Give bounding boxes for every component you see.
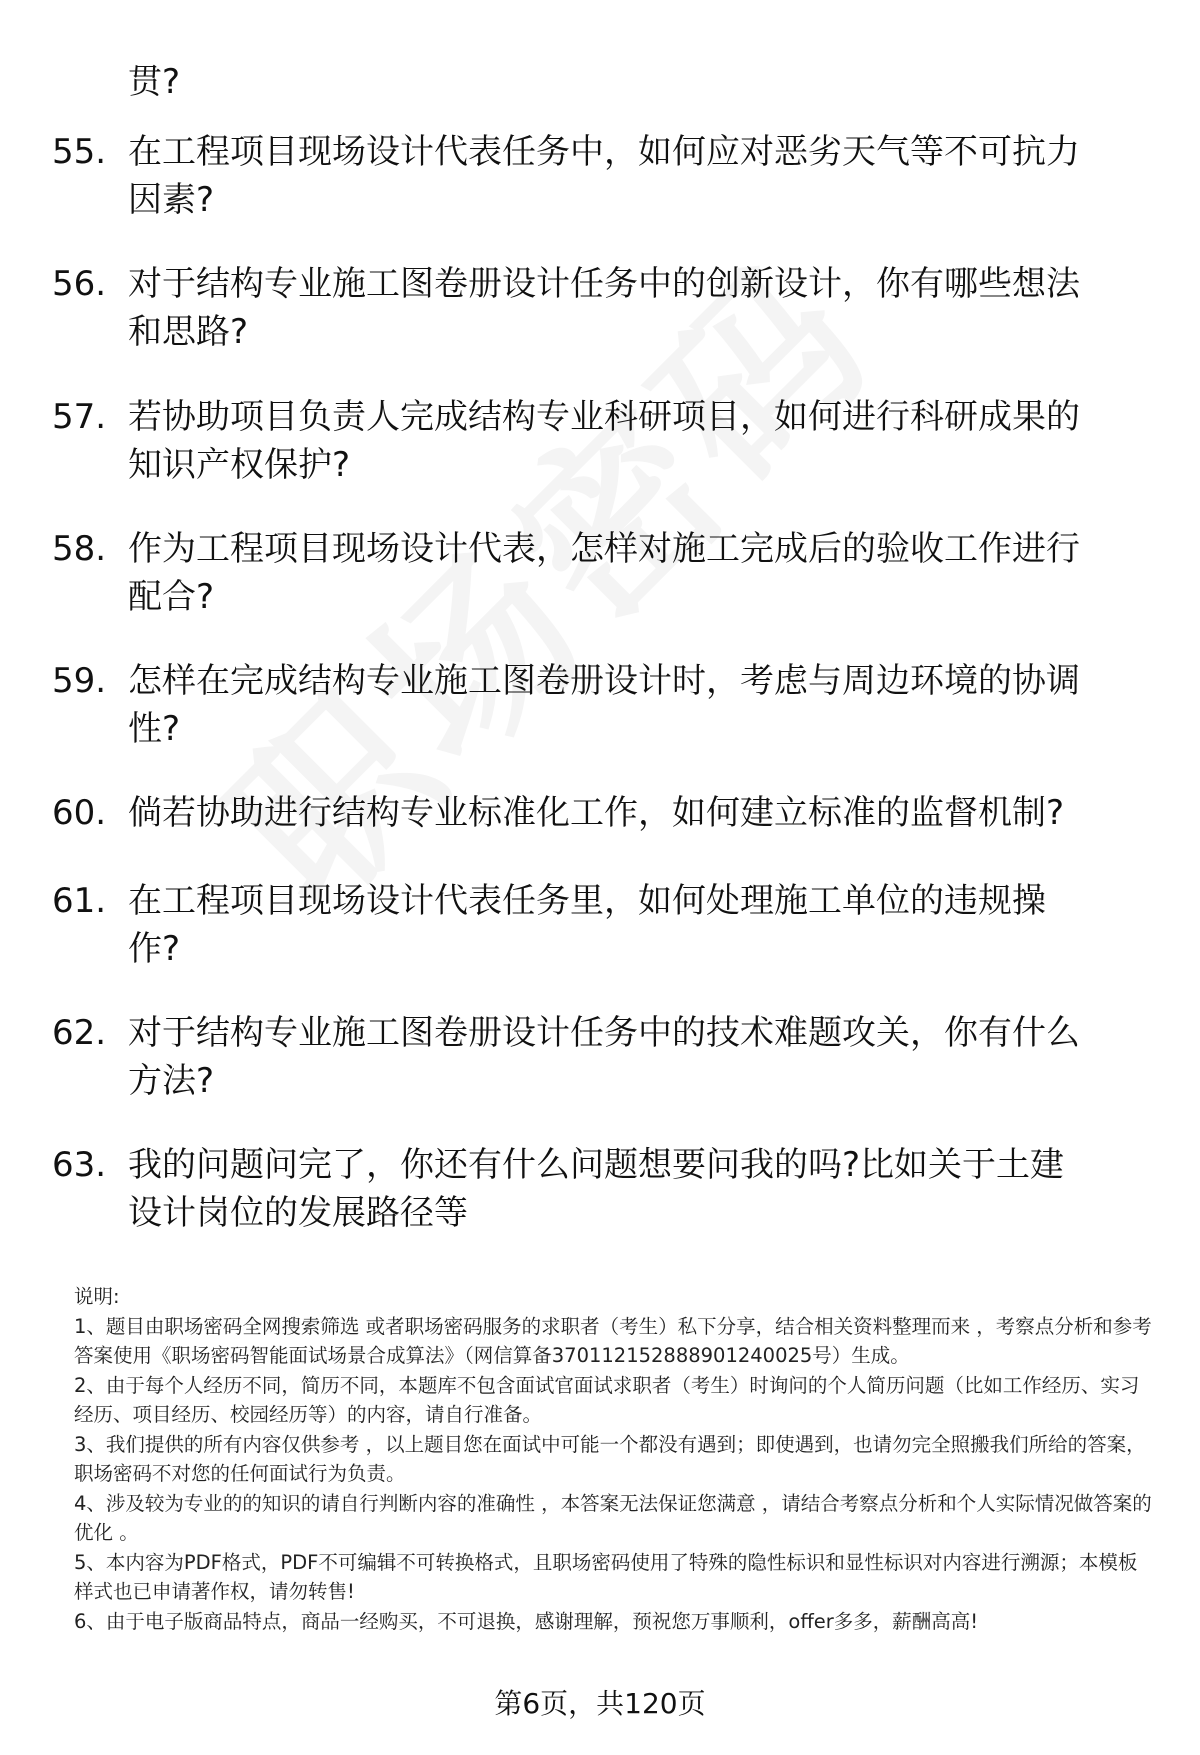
question-text	[128, 393, 1152, 489]
question-text	[128, 1009, 1152, 1105]
question-line: 和思路?	[128, 312, 249, 352]
question-number: 58.	[52, 529, 107, 569]
question-number: 60.	[52, 793, 107, 833]
question-line: 对于结构专业施工图卷册设计任务中的技术难题攻关，你有什么	[128, 1013, 1080, 1053]
question-number: 57.	[52, 397, 107, 437]
question-text	[128, 877, 1152, 973]
question-line: 配合?	[128, 577, 215, 617]
question-line: 方法?	[128, 1061, 215, 1101]
question-line: 在工程项目现场设计代表任务里，如何处理施工单位的违规操	[128, 881, 1046, 921]
note-item: 6、由于电子版商品特点，商品一经购买，不可退换，感谢理解，预祝您万事顺利，offer多多，薪酬高高!	[74, 1609, 979, 1633]
notes-section	[74, 1282, 1154, 1636]
question-number: 61.	[52, 881, 107, 921]
note-item: 3、我们提供的所有内容仅供参考 ，以上题目您在面试中可能一个都没有遇到；即使遇到，也请勿完全照搬我们所给的答案，职场密码不对您的任何面试行为负责。	[74, 1432, 1146, 1485]
question-text	[128, 789, 1152, 837]
question-line: 作?	[128, 929, 181, 969]
question-continuation: 贯?	[128, 62, 181, 102]
question-line: 我的问题问完了，你还有什么问题想要问我的吗?比如关于土建	[128, 1145, 1065, 1185]
question-number: 59.	[52, 661, 107, 701]
note-item: 1、题目由职场密码全网搜索筛选 或者职场密码服务的求职者（考生）私下分享，结合相关资料整理而来 ，考察点分析和参考答案使用《职场密码智能面试场景合成算法》（网信算备370112152888901240025号）生成。	[74, 1314, 1152, 1367]
question-line: 倘若协助进行结构专业标准化工作，如何建立标准的监督机制?	[128, 793, 1065, 833]
question-line: 在工程项目现场设计代表任务中，如何应对恶劣天气等不可抗力	[128, 132, 1080, 172]
question-line: 性?	[128, 709, 181, 749]
question-number: 56.	[52, 264, 107, 304]
question-text	[128, 128, 1152, 224]
question-number: 55.	[52, 132, 107, 172]
question-line: 因素?	[128, 180, 215, 220]
note-item: 5、本内容为PDF格式，PDF不可编辑不可转换格式，且职场密码使用了特殊的隐性标识和显性标识对内容进行溯源；本模板样式也已申请著作权，请勿转售!	[74, 1550, 1138, 1603]
question-number: 62.	[52, 1013, 107, 1053]
note-item: 4、涉及较为专业的的知识的请自行判断内容的准确性 ，本答案无法保证您满意 ，请结合考察点分析和个人实际情况做答案的优化 。	[74, 1491, 1152, 1544]
question-text	[128, 525, 1152, 621]
question-text	[128, 1141, 1152, 1237]
question-line: 知识产权保护?	[128, 445, 351, 485]
question-text	[128, 260, 1152, 356]
question-line: 怎样在完成结构专业施工图卷册设计时，考虑与周边环境的协调	[128, 661, 1080, 701]
question-line: 对于结构专业施工图卷册设计任务中的创新设计，你有哪些想法	[128, 264, 1080, 304]
question-line: 若协助项目负责人完成结构专业科研项目，如何进行科研成果的	[128, 397, 1080, 437]
question-line: 作为工程项目现场设计代表，怎样对施工完成后的验收工作进行	[128, 529, 1080, 569]
question-number: 63.	[52, 1145, 107, 1185]
question-line: 设计岗位的发展路径等	[128, 1193, 468, 1233]
note-item: 2、由于每个人经历不同，简历不同，本题库不包含面试官面试求职者（考生）时询问的个人简历问题（比如工作经历、实习经历、项目经历、校园经历等）的内容，请自行准备。	[74, 1373, 1140, 1426]
question-text	[128, 657, 1152, 753]
notes-heading: 说明:	[74, 1285, 120, 1308]
page-number: 第6页，共120页	[494, 1687, 706, 1720]
